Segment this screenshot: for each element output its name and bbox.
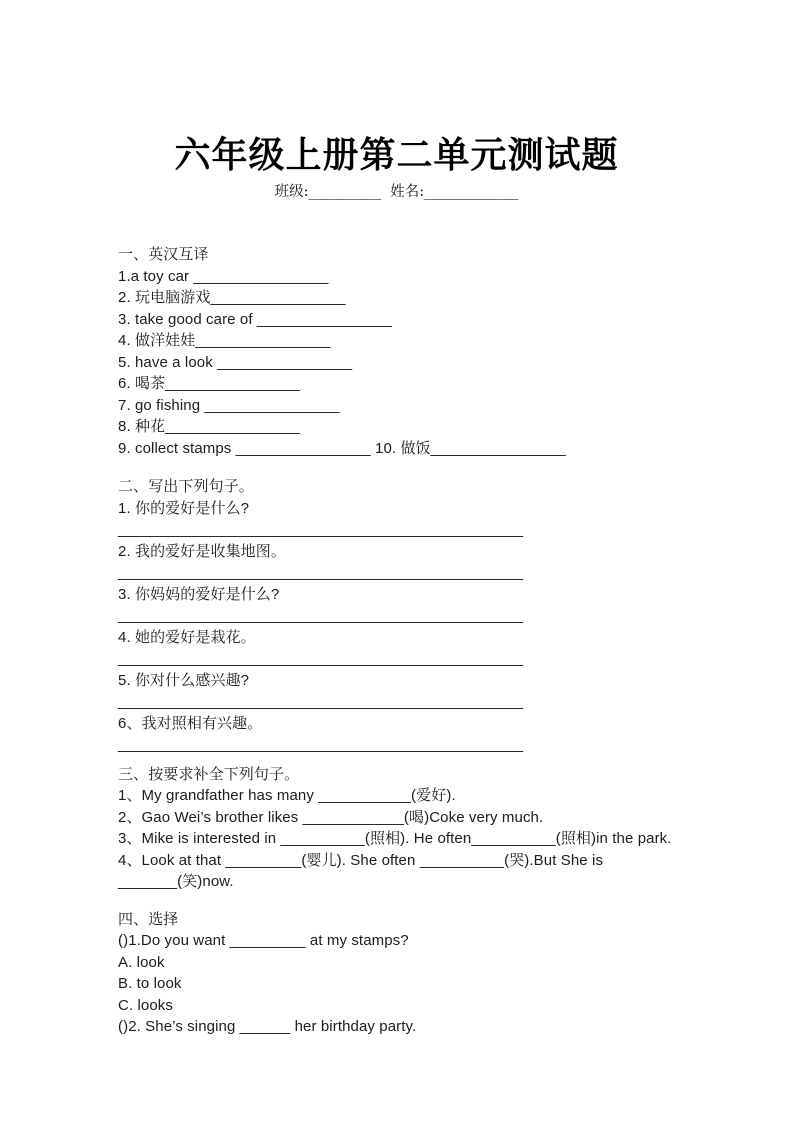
choice-option-c: C. looks <box>118 996 173 1014</box>
choice-question: ()1.Do you want _________ at my stamps? <box>118 932 409 949</box>
translation-item: 7. go fishing ________________ <box>118 396 340 414</box>
fill-in-item: 2、Gao Wei’s brother likes ____________(喝)Coke very much. <box>118 808 544 826</box>
translation-item: 4. 做洋娃娃________________ <box>118 332 331 349</box>
fill-in-item: 1、My grandfather has many ___________(爱好). <box>118 787 456 804</box>
answer-line: ________________________________________________ <box>118 564 524 581</box>
page-title: 六年级上册第二单元测试题 <box>174 134 619 176</box>
section-heading: 四、选择 <box>118 910 179 928</box>
section-multiple-choice <box>118 909 713 1038</box>
answer-line: ________________________________________________ <box>118 521 524 538</box>
choice-option-b: B. to look <box>118 975 182 992</box>
document-body <box>118 244 713 1038</box>
answer-line: ________________________________________________ <box>118 736 524 753</box>
translation-item: 1.a toy car ________________ <box>118 267 329 285</box>
section-translation <box>118 244 713 459</box>
translation-item: 3. take good care of ________________ <box>118 310 392 328</box>
answer-line: ________________________________________________ <box>118 693 524 710</box>
section-fill-in-blanks <box>118 764 713 893</box>
answer-line: ________________________________________________ <box>118 607 524 624</box>
translation-item: 6. 喝茶________________ <box>118 375 301 392</box>
translation-item: 5. have a look ________________ <box>118 353 353 371</box>
translation-item: 9. collect stamps ________________ 10. 做饭________________ <box>118 439 566 457</box>
choice-option-a: A. look <box>118 953 165 971</box>
class-name-fields: 班级:__________ 姓名:_____________ <box>274 184 519 200</box>
choice-question: ()2. She’s singing ______ her birthday party. <box>118 1018 417 1035</box>
answer-line: ________________________________________________ <box>118 650 524 667</box>
question-line: 5. 你对什么感兴趣? <box>118 671 250 689</box>
section-sentence-writing <box>118 476 713 756</box>
question-line: 2. 我的爱好是收集地图。 <box>118 542 286 560</box>
question-line: 3. 你妈妈的爱好是什么? <box>118 585 280 603</box>
section-heading: 一、英汉互译 <box>118 246 209 263</box>
question-line: 6、我对照相有兴趣。 <box>118 714 263 732</box>
fill-in-item: 3、Mike is interested in __________(照相). He often__________(照相)in the park. <box>118 830 672 847</box>
section-heading: 三、按要求补全下列句子。 <box>118 765 300 783</box>
translation-item: 8. 种花________________ <box>118 418 301 435</box>
fill-in-item: 4、Look at that _________(婴儿). She often __________(哭).But She is _______(笑)now. <box>118 851 608 890</box>
section-heading: 二、写出下列句子。 <box>118 478 254 495</box>
question-line: 4. 她的爱好是栽花。 <box>118 628 256 646</box>
translation-item: 2. 玩电脑游戏________________ <box>118 289 346 306</box>
question-line: 1. 你的爱好是什么? <box>118 499 250 517</box>
